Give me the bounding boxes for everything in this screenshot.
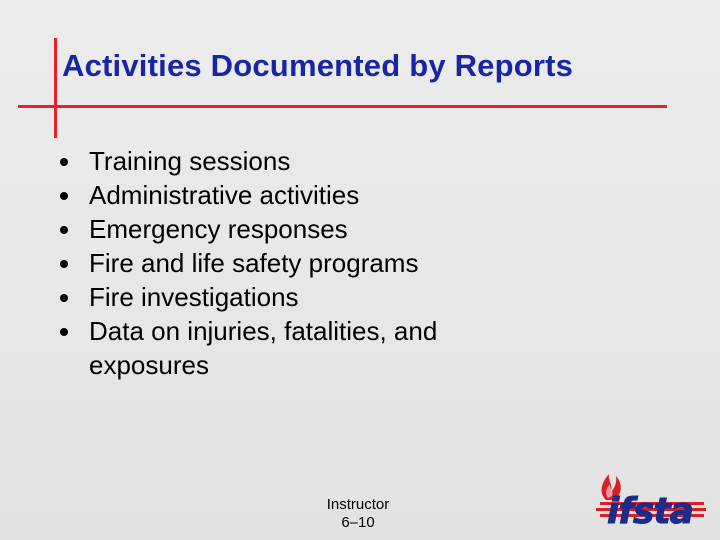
bullet-dot-icon <box>60 158 68 166</box>
footer-line-2: 6–10 <box>341 514 375 531</box>
slide-title: Activities Documented by Reports <box>62 48 574 83</box>
bullet-item <box>60 144 620 178</box>
footer-label <box>300 496 416 532</box>
svg-text:ifsta: ifsta <box>607 491 693 530</box>
bullet-text: Data on injuries, fatalities, and exposures <box>89 316 438 380</box>
bullet-dot-icon <box>60 328 68 336</box>
footer-line-1: Instructor <box>326 496 390 513</box>
bullet-item <box>60 178 620 212</box>
accent-horizontal-line <box>18 105 667 108</box>
bullet-dot-icon <box>60 294 68 302</box>
bullet-text: Fire and life safety programs <box>89 248 419 278</box>
bullet-text: Training sessions <box>89 146 291 176</box>
bullet-item <box>60 212 620 246</box>
bullet-item <box>60 246 620 280</box>
accent-vertical-line <box>54 38 57 138</box>
bullet-item <box>60 314 529 382</box>
bullet-item <box>60 280 620 314</box>
bullet-text: Administrative activities <box>89 180 360 210</box>
bullet-dot-icon <box>60 260 68 268</box>
bullet-dot-icon <box>60 192 68 200</box>
bullet-text: Emergency responses <box>89 214 348 244</box>
bullet-text: Fire investigations <box>89 282 299 312</box>
bullet-dot-icon <box>60 226 68 234</box>
ifsta-logo-icon <box>592 462 712 530</box>
bullet-list <box>60 144 620 382</box>
